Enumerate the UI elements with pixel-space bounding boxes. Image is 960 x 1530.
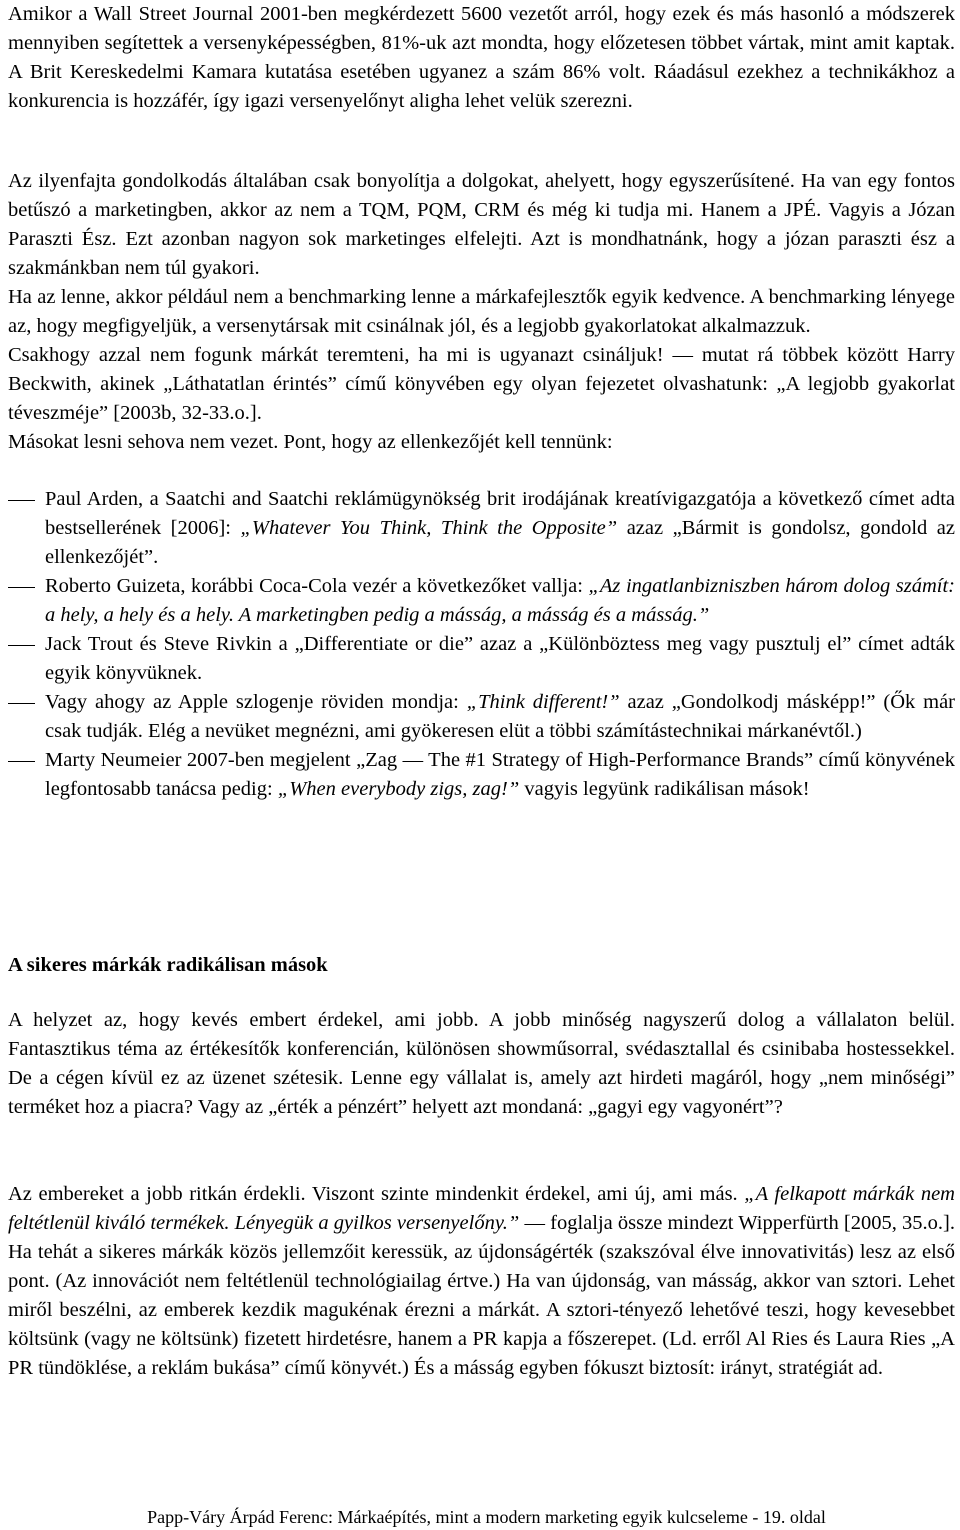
list-item-text: Jack Trout és Steve Rivkin a „Differentiate or die” azaz a „Különböztess meg vagy pusztulj el” címet adták egyik könyvüknek. (45, 633, 955, 684)
list-item-quote: „Az ingatlanbizniszben három dolog számít: a hely, a hely és a hely. A marketingben pedig a másság, a másság és a másság.” (45, 575, 956, 626)
list-item-text: Roberto Guizeta, korábbi Coca-Cola vezér a következőket vallja: (45, 575, 589, 597)
paragraph-common-sense: Az ilyenfajta gondolkodás általában csak bonyolítja a dolgokat, ahelyett, hogy egyszerűsítené. Ha van egy fontos betűszó a marketingben, akkor az nem a TQM, PQM, CRM és még ki tudja mi. Hanem a JPÉ. Vagyis a Józan Paraszti Ész. Ezt azonban nagyon sok marketinges elfelejti. Azt is mondhatnánk, hogy a józan paraszti ész a szakmánkban nem túl gyakori. (8, 170, 955, 279)
list-item-quote: „Whatever You Think, Think the Opposite” (240, 517, 618, 539)
page-footer: Papp-Váry Árpád Ferenc: Márkaépítés, mint a modern marketing egyik kulcseleme - 19. oldal (147, 1507, 826, 1527)
list-item (8, 630, 955, 688)
list-item (8, 688, 955, 746)
list-item-text: Marty Neumeier 2007-ben megjelent „Zag ― The #1 Strategy of High-Performance Brands” című könyvének legfontosabb tanácsa pedig: (45, 749, 955, 800)
intro-block (8, 0, 955, 116)
list-item-text: Vagy ahogy az Apple szlogenje röviden mondja: (45, 691, 467, 713)
paragraph-beckwith: Csakhogy azzal nem fogunk márkát teremteni, ha mi is ugyanazt csináljuk! ― mutat rá többek között Harry Beckwith, akinek „Láthatatlan érintés” című könyvében egy olyan fejezetet olvashatunk: „A legjobb gyakorlat téveszméje” [2003b, 32-33.o.]. (8, 344, 955, 424)
paragraph-benchmarking: Ha az lenne, akkor például nem a benchmarking lenne a márkafejlesztők egyik kedvence. A benchmarking lényege az, hogy megfigyeljük, a versenytársak mit csinálnak jól, és a legjobb gyakorlatokat alkalmazzuk. (8, 286, 955, 337)
paragraph-quality: A helyzet az, hogy kevés embert érdekel, ami jobb. A jobb minőség nagyszerű dolog a vállalaton belül. Fantasztikus téma az értékesítők konferencián, különösen showműsorral, svédasztallal és csinibaba hostessekkel. De a cégen kívül ez az üzenet szétesik. Lenne egy vállalat is, amely azt hirdeti magáról, hogy „nem minőségi” terméket hoz a piacra? Vagy az „érték a pénzért” helyett azt mondaná: „gagyi egy vagyonért”? (8, 1009, 955, 1118)
list-item-text: vagyis legyünk radikálisan mások! (519, 778, 810, 800)
list-item-quote: „Think different!” (466, 691, 620, 713)
paragraph-text: ― foglalja össze mindezt Wipperfürth [2005, 35.o.]. Ha tehát a sikeres márkák közös jellemzőit keressük, az újdonságérték (szakszóval élve innovativitás) lesz az első pont. (Az innovációt nem feltétlenül technológiailag értve.) Ha van újdonság, van másság, akkor van sztori. Lehet miről beszélni, az emberek kezdik magukénak érezni a márkát. A sztori-tényező lehetővé teszi, hogy kevesebbet költsünk (vagy ne költsünk) fizetett hirdetésre, hanem a PR kapja a főszerepet. (Ld. erről Al Ries és Laura Ries „A PR tündöklése, a reklám bukása” című könyvét.) És a másság egyben fókuszt biztosít: irányt, stratégiát ad. (8, 1212, 955, 1379)
paragraph-intro: Amikor a Wall Street Journal 2001-ben megkérdezett 5600 vezetőt arról, hogy ezek és más hasonló a módszerek mennyiben segítettek a versenyképességben, 81%-uk azt mondta, hogy előzetesen többet vártak, mint amit kaptak. A Brit Kereskedelmi Kamara kutatása esetében ugyanez a szám 86% volt. Ráadásul ezekhez a technikákhoz a konkurencia is hozzáfér, így igazi versenyelőnyt aligha lehet velük szerezni. (8, 3, 955, 112)
paragraph-novelty (8, 1180, 955, 1383)
section-heading: A sikeres márkák radikálisan mások (8, 954, 328, 976)
tqm-block (8, 167, 955, 457)
quality-block (8, 1006, 955, 1122)
novelty-block (8, 1180, 955, 1383)
list-item-quote: „When everybody zigs, zag!” (277, 778, 520, 800)
list-item-text: azaz „Gondolkodj másképp!” (Ők már csak tudják. Elég a nevüket megnézni, ami gyökeresen elüt a többi számítástechnikai márkanévtől.) (45, 691, 955, 742)
list-item-text: azaz „Bármit is gondolsz, gondold az ellenkezőjét”. (45, 517, 955, 568)
examples-list (8, 485, 955, 804)
document-page (8, 0, 955, 1530)
paragraph-text: Az embereket a jobb ritkán érdekli. Viszont szinte mindenkit érdekel, ami új, ami más. (8, 1183, 745, 1205)
list-item (8, 746, 955, 804)
list-item-text: Paul Arden, a Saatchi and Saatchi reklámügynökség brit irodájának kreatívigazgatója a következő címet adta bestsellerének [2006]: (45, 488, 955, 539)
paragraph-opposite: Másokat lesni sehova nem vezet. Pont, hogy az ellenkezőjét kell tennünk: (8, 431, 613, 453)
paragraph-quote: „A felkapott márkák nem feltétlenül kiváló termékek. Lényegük a gyilkos versenyelőny.” (8, 1183, 955, 1234)
list-item (8, 485, 955, 572)
list-item (8, 572, 955, 630)
